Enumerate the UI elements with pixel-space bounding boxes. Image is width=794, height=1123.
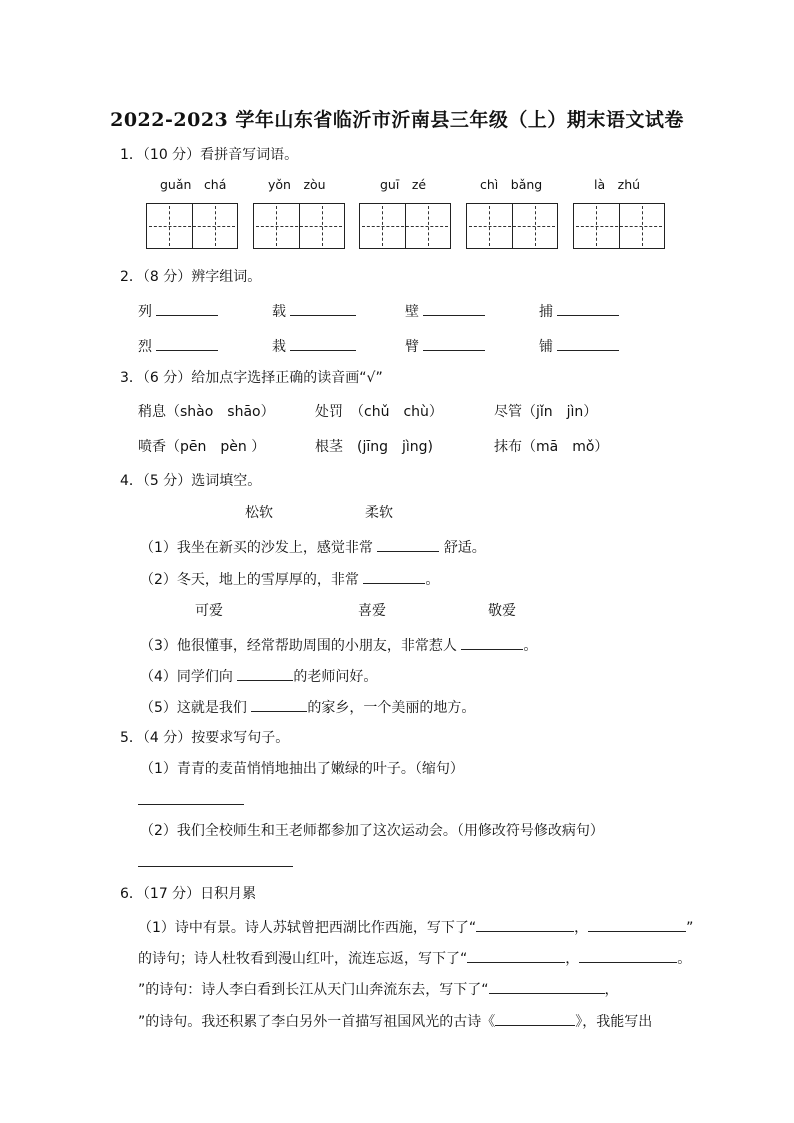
- q6-comma: ，: [565, 951, 580, 967]
- word-choice: 柔软: [365, 505, 393, 521]
- word-choice: 喜爱: [358, 603, 386, 619]
- answer-blank[interactable]: [290, 301, 356, 316]
- q4-sentence-3: （3）他很懂事，经常帮助周围的小朋友，非常惹人: [140, 638, 457, 654]
- answer-blank[interactable]: [251, 697, 307, 712]
- q2-char: 栽: [272, 339, 286, 355]
- q1-pinyin-5: là zhú: [594, 177, 641, 192]
- answer-blank[interactable]: [467, 948, 565, 963]
- q1-heading: 1．（10 分）看拼音写词语。: [120, 147, 299, 163]
- q4-sentence-1-end: 舒适。: [443, 540, 486, 556]
- q4-sentence-5-end: 的家乡，一个美丽的地方。: [307, 700, 476, 716]
- q5-sentence-2: （2）我们全校师生和王老师都参加了这次运动会。（用修改符号修改病句）: [140, 823, 604, 839]
- q4-heading: 4．（5 分）选词填空。: [120, 473, 262, 489]
- q1-pinyin-1: guǎn chá: [160, 177, 227, 192]
- answer-blank[interactable]: [588, 917, 686, 932]
- answer-blank[interactable]: [290, 336, 356, 351]
- answer-blank[interactable]: [579, 948, 677, 963]
- writing-grid-2[interactable]: [253, 203, 345, 249]
- q6-line-3: ”的诗句：诗人李白看到长江从天门山奔流东去，写下了“: [138, 982, 489, 998]
- q3-option[interactable]: 抹布（mā mǒ）: [494, 439, 609, 455]
- q2-heading: 2．（8 分）辨字组词。: [120, 269, 262, 285]
- q4-sentence-5: （5）这就是我们: [140, 700, 247, 716]
- q3-option[interactable]: 尽管（jǐn jìn）: [494, 404, 598, 420]
- q6-comma: ，: [574, 920, 589, 936]
- q6-heading: 6．（17 分）日积月累: [120, 886, 257, 902]
- q4-sentence-4: （4）同学们向: [140, 669, 233, 685]
- answer-blank[interactable]: [461, 635, 523, 650]
- q1-pinyin-4: chì bǎng: [480, 177, 543, 192]
- word-choice: 可爱: [195, 603, 223, 619]
- writing-grid-3[interactable]: [359, 203, 451, 249]
- q3-heading: 3．（6 分）给加点字选择正确的读音画“√”: [120, 370, 383, 386]
- q2-char: 臂: [405, 339, 419, 355]
- word-choice: 敬爱: [488, 603, 516, 619]
- answer-line[interactable]: [138, 866, 293, 867]
- q3-option[interactable]: 根茎 (jīng jìng): [315, 439, 434, 455]
- answer-blank[interactable]: [156, 301, 218, 316]
- q4-sentence-1: （1）我坐在新买的沙发上，感觉非常: [140, 540, 373, 556]
- exam-title: 2022-2023 学年山东省临沂市沂南县三年级（上）期末语文试卷: [110, 109, 684, 131]
- answer-blank[interactable]: [377, 537, 439, 552]
- q3-option[interactable]: 处罚 （chǔ chù）: [315, 404, 443, 420]
- q1-pinyin-3: guī zé: [380, 177, 427, 192]
- answer-blank[interactable]: [495, 1011, 575, 1026]
- q4-sentence-3-end: 。: [523, 638, 538, 654]
- answer-blank[interactable]: [476, 917, 574, 932]
- answer-blank[interactable]: [156, 336, 218, 351]
- writing-grid-1[interactable]: [146, 203, 238, 249]
- answer-line[interactable]: [138, 804, 244, 805]
- q2-char: 载: [272, 304, 286, 320]
- q2-char: 捕: [539, 304, 553, 320]
- q6-line-2: 的诗句；诗人杜牧看到漫山红叶，流连忘返，写下了“: [138, 951, 468, 967]
- q2-char: 铺: [539, 339, 553, 355]
- writing-grid-4[interactable]: [466, 203, 558, 249]
- answer-blank[interactable]: [363, 569, 425, 584]
- q3-option[interactable]: 稍息（shào shāo）: [138, 404, 275, 420]
- q4-sentence-4-end: 的老师问好。: [293, 669, 378, 685]
- answer-blank[interactable]: [237, 666, 293, 681]
- answer-blank[interactable]: [489, 979, 605, 994]
- answer-blank[interactable]: [557, 336, 619, 351]
- q3-option[interactable]: 喷香（pēn pèn ）: [138, 439, 266, 455]
- q2-char: 列: [138, 304, 152, 320]
- q6-quote: ”: [686, 920, 694, 936]
- q6-line-4-end: 》，我能写出: [575, 1014, 653, 1030]
- q6-line-1: （1）诗中有景。诗人苏轼曾把西湖比作西施，写下了“: [138, 920, 477, 936]
- answer-blank[interactable]: [557, 301, 619, 316]
- answer-blank[interactable]: [423, 336, 485, 351]
- writing-grid-5[interactable]: [573, 203, 665, 249]
- q2-char: 烈: [138, 339, 152, 355]
- q4-sentence-2-end: 。: [425, 572, 440, 588]
- q6-line-4: ”的诗句。我还积累了李白另外一首描写祖国风光的古诗《: [138, 1014, 496, 1030]
- q4-sentence-2: （2）冬天，地上的雪厚厚的，非常: [140, 572, 359, 588]
- word-choice: 松软: [245, 505, 273, 521]
- q5-sentence-1: （1）青青的麦苗悄悄地抽出了嫩绿的叶子。（缩句）: [140, 761, 464, 777]
- q6-comma: ，: [604, 982, 619, 998]
- q6-period: 。: [677, 951, 692, 967]
- answer-blank[interactable]: [423, 301, 485, 316]
- q1-pinyin-2: yǒn zòu: [268, 177, 326, 192]
- q5-heading: 5．（4 分）按要求写句子。: [120, 730, 290, 746]
- q2-char: 壁: [405, 304, 419, 320]
